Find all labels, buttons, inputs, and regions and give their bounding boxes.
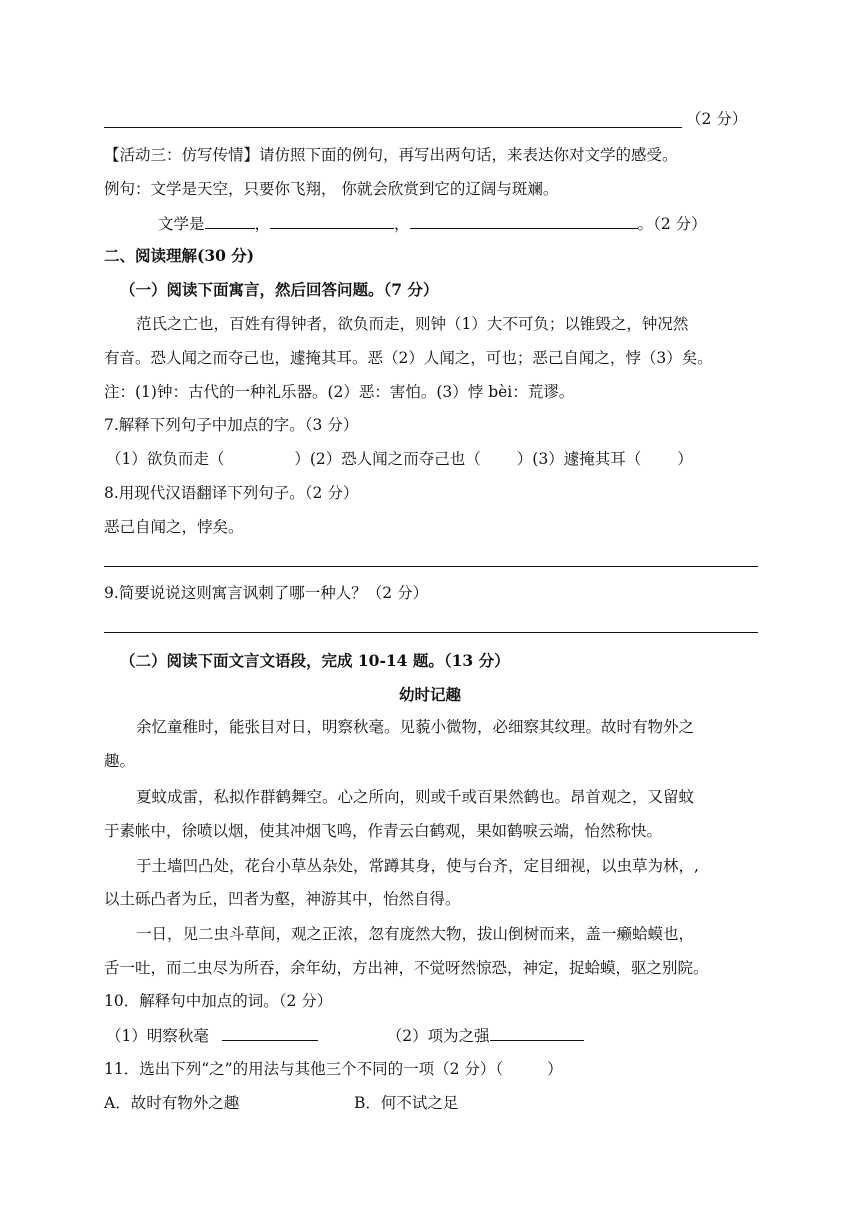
fill-sep-1: ，	[254, 215, 271, 233]
answer-line-9[interactable]	[104, 632, 758, 633]
activity3-example: 例句：文学是天空，只要你飞翔， 你就会欣赏到它的辽阔与斑斓。	[104, 180, 559, 198]
q11-text: 11．选出下列“之”的用法与其他三个不同的一项（2 分）（	[104, 1060, 504, 1078]
q11-end: ）	[547, 1060, 563, 1078]
passage-p4-line2: 舌一吐，而二虫尽为所吞，余年幼，方出神，不觉呀然惊恐，神定，捉蛤蟆，驱之别院。	[104, 959, 709, 977]
question-8: 8.用现代汉语翻译下列句子。（2 分）	[104, 484, 359, 502]
q10-blank-1[interactable]	[222, 1024, 318, 1041]
q7-item-1: （1）欲负而走（	[106, 450, 225, 468]
section2-title: 二、阅读理解(30 分)	[104, 246, 255, 265]
q7-item-2: ）(2）恐人闻之而夺己也（	[294, 450, 481, 468]
question-7-items	[106, 448, 693, 470]
question-8-sentence: 恶己自闻之，悖矣。	[104, 518, 244, 536]
fill-blank-2[interactable]	[270, 212, 394, 229]
fable-line-2: 有音。恐人闻之而夺己也，遽掩其耳。恶（2）人闻之，可也；恶己自闻之，悖（3）矣。	[104, 349, 713, 367]
question-11	[104, 1058, 563, 1080]
q10-item-1: （1）明察秋毫	[106, 1027, 209, 1045]
passage-heading: 幼时记趣	[398, 685, 461, 704]
question-9: 9.简要说说这则寓言讽刺了哪一种人？（2 分）	[104, 584, 429, 602]
part2-title: （二）阅读下面文言文语段，完成 10-14 题。（13 分）	[120, 651, 510, 670]
answer-line-8[interactable]	[104, 566, 758, 567]
q10-blank-2[interactable]	[490, 1024, 584, 1041]
fill-prefix: 文学是	[158, 215, 205, 233]
fable-note: 注：(1)钟：古代的一种礼乐器。(2）恶：害怕。(3）悖 bèi：荒谬。	[104, 383, 575, 401]
option-a: A．故时有物外之趣	[104, 1094, 240, 1112]
part1-title: （一）阅读下面寓言，然后回答问题。（7 分）	[120, 280, 439, 299]
q10-item-2: （2）项为之强	[386, 1027, 490, 1045]
option-b: B．何不试之足	[354, 1094, 459, 1112]
passage-p3-line1: 于土墙凹凸处，花台小草丛杂处，常蹲其身，使与台齐，定目细视，以虫草为林，,	[136, 857, 699, 875]
fill-points: （2 分）	[653, 215, 707, 233]
fill-blank-3[interactable]	[410, 212, 638, 229]
fill-sep-2: ，	[394, 215, 410, 233]
question-10: 10．解释句中加点的词。（2 分）	[104, 992, 333, 1010]
passage-p3-line2: 以土砾凸者为丘，凹者为壑，神游其中，怡然自得。	[104, 890, 461, 908]
q7-item-4: ）	[677, 450, 693, 468]
activity3-instruction: 【活动三：仿写传情】请仿照下面的例句，再写出两句话，来表达你对文学的感受。	[104, 146, 678, 164]
question-10-items	[106, 1024, 584, 1047]
activity3-fill-line	[158, 212, 707, 235]
answer-line	[104, 127, 682, 128]
passage-p2-line2: 于素帐中，徐喷以烟，使其冲烟飞鸣，作青云白鹤观，果如鹤唳云端，怡然称快。	[104, 822, 663, 840]
fill-end: 。	[637, 215, 654, 233]
passage-p2-line1: 夏蚊成雷，私拟作群鹤舞空。心之所向，则或千或百果然鹤也。昂首观之，又留蚊	[136, 788, 695, 806]
q7-item-3: ）(3）遽掩其耳（	[516, 450, 642, 468]
passage-p1-line2: 趣。	[104, 752, 136, 770]
points-label: （2 分）	[686, 110, 748, 128]
passage-p4-line1: 一日，见二虫斗草间，观之正浓，忽有庞然大物，拔山倒树而来，盖一癞蛤蟆也，	[136, 925, 695, 943]
passage-p1-line1: 余忆童稚时，能张目对日，明察秋毫。见藐小微物，必细察其纹理。故时有物外之	[136, 718, 695, 736]
question-7: 7.解释下列句子中加点的字。（3 分）	[104, 416, 359, 434]
fill-blank-1[interactable]	[205, 212, 255, 229]
fable-line-1: 范氏之亡也，百姓有得钟者，欲负而走，则钟（1）大不可负；以锥毁之，钟况然	[136, 315, 689, 333]
